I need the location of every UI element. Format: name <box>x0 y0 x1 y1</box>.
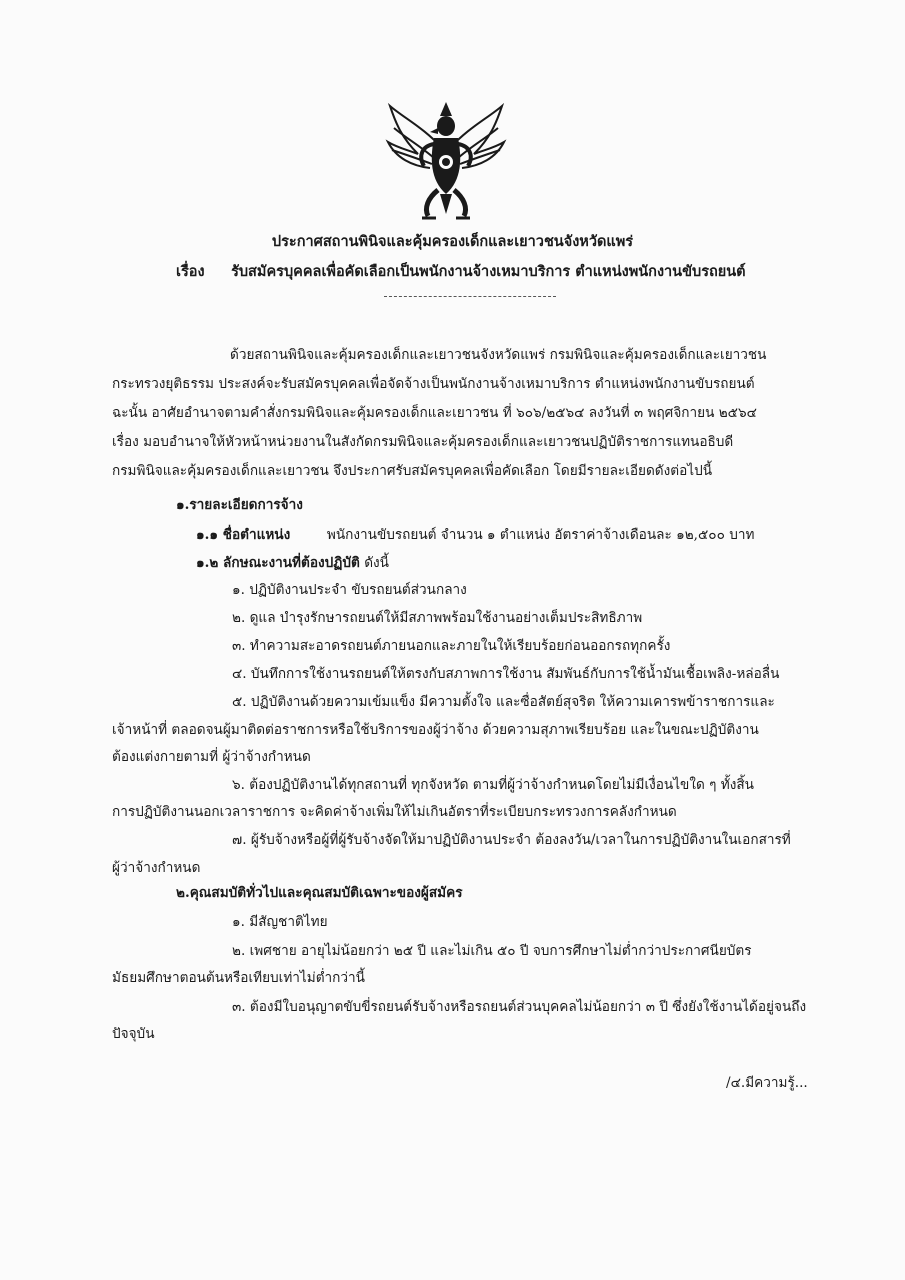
duty-6-line-1: ๖. ต้องปฏิบัติงานได้ทุกสถานที่ ทุกจังหวัด ตามที่ผู้ว่าจ้างกำหนดโดยไม่มีเงื่อนไขใด ๆ ทั้งสิ้น <box>232 777 754 793</box>
subject-label: เรื่อง <box>176 263 205 280</box>
duty-5-line-2: เจ้าหน้าที่ ตลอดจนผู้มาติดต่อราชการหรือใช้บริการของผู้ว่าจ้าง ด้วยความสุภาพเรียบร้อย และในขณะปฏิบัติงาน <box>112 722 759 738</box>
duty-5-line-1: ๕. ปฏิบัติงานด้วยความเข้มแข็ง มีความตั้งใจ และซื่อสัตย์สุจริต ให้ความเคารพข้าราชการและ <box>232 694 775 710</box>
duties-heading <box>196 553 389 573</box>
duty-7-line-1: ๗. ผู้รับจ้างหรือผู้ที่ผู้รับจ้างจัดให้มาปฏิบัติงานประจำ ต้องลงวัน/เวลาในการปฏิบัติงานในเอกสารที่ <box>232 832 791 848</box>
duty-3: ๓. ทำความสะอาดรถยนต์ภายนอกและภายในให้เรียบร้อยก่อนออกรถทุกครั้ง <box>232 638 671 654</box>
duty-5-line-3: ต้องแต่งกายตามที่ ผู้ว่าจ้างกำหนด <box>112 749 311 765</box>
title-separator <box>384 296 556 297</box>
position-row <box>196 525 754 545</box>
intro-line-5: กรมพินิจและคุ้มครองเด็กและเยาวชน จึงประกาศรับสมัครบุคคลเพื่อคัดเลือก โดยมีรายละเอียดดังต่อไปนี้ <box>112 463 713 479</box>
qualification-1: ๑. มีสัญชาติไทย <box>232 914 328 930</box>
position-text: พนักงานขับรถยนต์ จำนวน ๑ ตำแหน่ง อัตราค่าจ้างเดือนละ ๑๒,๕๐๐ บาท <box>326 527 755 543</box>
section2-heading: ๒.คุณสมบัติทั่วไปและคุณสมบัติเฉพาะของผู้สมัคร <box>176 885 463 901</box>
section1-heading: ๑.รายละเอียดการจ้าง <box>176 497 303 513</box>
announcement-title: ประกาศสถานพินิจและคุ้มครองเด็กและเยาวชนจังหวัดแพร่ <box>271 233 634 250</box>
qualification-2-line-2: มัธยมศึกษาตอนต้นหรือเทียบเท่าไม่ต่ำกว่านี้ <box>112 970 365 986</box>
duties-suffix: ดังนี้ <box>364 555 389 571</box>
intro-line-3: ฉะนั้น อาศัยอำนาจตามคำสั่งกรมพินิจและคุ้มครองเด็กและเยาวชน ที่ ๖๐๖/๒๕๖๔ ลงวันที่ ๓ พฤศจิกายน ๒๕๖๔ <box>112 405 757 421</box>
duty-1: ๑. ปฏิบัติงานประจำ ขับรถยนต์ส่วนกลาง <box>232 582 467 598</box>
continuation-note: /๔.มีความรู้... <box>726 1075 808 1091</box>
garuda-emblem-icon <box>384 98 508 224</box>
qualification-2-line-1: ๒. เพศชาย อายุไม่น้อยกว่า ๒๕ ปี และไม่เกิน ๕๐ ปี จบการศึกษาไม่ต่ำกว่าประกาศนียบัตร <box>232 943 752 959</box>
qualification-3-line-2: ปัจจุบัน <box>112 1026 155 1042</box>
duty-2: ๒. ดูแล บำรุงรักษารถยนต์ให้มีสภาพพร้อมใช้งานอย่างเต็มประสิทธิภาพ <box>232 610 643 626</box>
duty-6-line-2: การปฏิบัติงานนอกเวลาราชการ จะคิดค่าจ้างเพิ่มให้ไม่เกินอัตราที่ระเบียบกระทรวงการคลังกำหนด <box>112 804 677 820</box>
duty-4: ๔. บันทึกการใช้งานรถยนต์ให้ตรงกับสภาพการใช้งาน สัมพันธ์กับการใช้น้ำมันเชื้อเพลิง-หล่อลื่น <box>232 666 780 682</box>
intro-line-4: เรื่อง มอบอำนาจให้หัวหน้าหน่วยงานในสังกัดกรมพินิจและคุ้มครองเด็กและเยาวชนปฏิบัติราชการแทนอธิบดี <box>112 434 734 450</box>
qualification-3-line-1: ๓. ต้องมีใบอนุญาตขับขี่รถยนต์รับจ้างหรือรถยนต์ส่วนบุคคลไม่น้อยกว่า ๓ ปี ซึ่งยังใช้งานได้อยู่จนถึง <box>232 999 807 1015</box>
duties-label: ๑.๒ ลักษณะงานที่ต้องปฏิบัติ <box>196 555 360 571</box>
subject-text: รับสมัครบุคคลเพื่อคัดเลือกเป็นพนักงานจ้างเหมาบริการ ตำแหน่งพนักงานขับรถยนต์ <box>231 263 746 280</box>
intro-line-2: กระทรวงยุติธรรม ประสงค์จะรับสมัครบุคคลเพื่อจัดจ้างเป็นพนักงานจ้างเหมาบริการ ตำแหน่งพนักงานขับรถยนต์ <box>112 376 755 392</box>
position-label: ๑.๑ ชื่อตำแหน่ง <box>196 527 291 543</box>
duty-7-line-2: ผู้ว่าจ้างกำหนด <box>112 860 201 876</box>
intro-line-1: ด้วยสถานพินิจและคุ้มครองเด็กและเยาวชนจังหวัดแพร่ กรมพินิจและคุ้มครองเด็กและเยาวชน <box>230 347 767 363</box>
announcement-subject <box>176 260 746 283</box>
